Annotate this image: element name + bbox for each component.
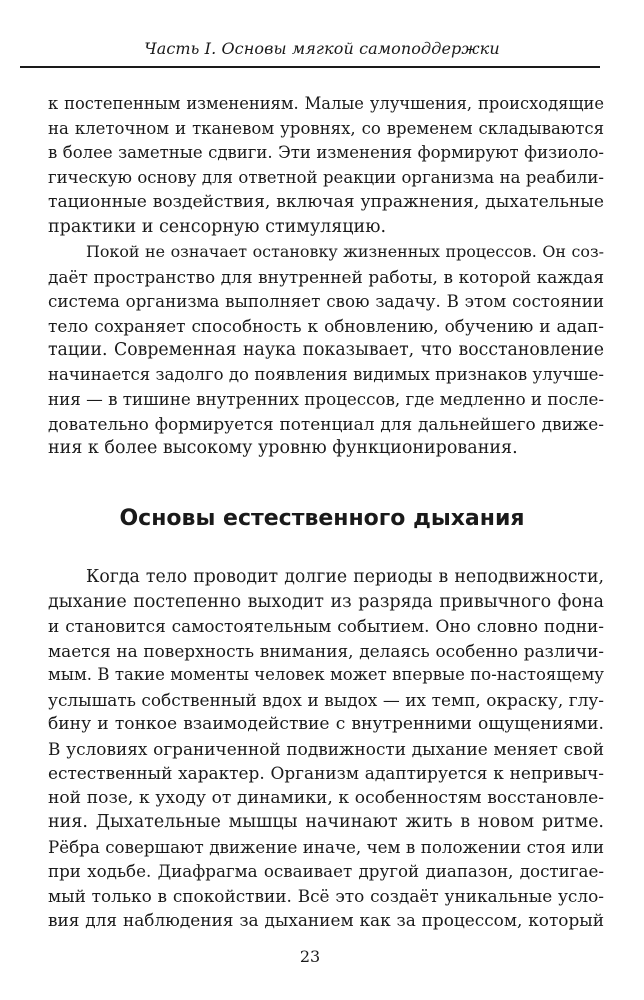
text-line: ния. Дыхательные мышцы начинают жить в новом ритме. [48,812,604,832]
text-line: практики и сенсорную стимуляцию. [48,216,387,237]
paragraph-3 [48,565,604,933]
text-line: мым. В такие моменты человек может впервые по-настоящему [48,665,604,684]
text-line: при ходьбе. Диафрагма осваивает другой диапазон, достигае- [48,861,604,881]
running-head: Часть I. Основы мягкой самоподдержки [144,39,500,58]
text-line: дыхание постепенно выходит из разряда привычного фона [48,591,604,612]
text-line: гическую основу для ответной реакции организма на реабили- [48,167,604,187]
text-line: и становится самостоятельным событием. Оно словно подни- [48,616,604,636]
page-number: 23 [299,947,321,966]
text-line: мается на поверхность внимания, делаясь особенно различи- [48,640,604,661]
text-line: Покой не означает остановку жизненных процессов. Он соз- [86,242,604,261]
text-line: бину и тонкое взаимодействие с внутренними ощущениями. [48,714,604,734]
text-line: естественный характер. Организм адаптируется к непривыч- [48,763,604,783]
paragraph-1 [48,92,604,239]
text-line: В условиях ограниченной подвижности дыхание меняет свой [48,738,604,759]
text-line: мый только в спокойствии. Всё это создаёт уникальные усло- [48,885,604,906]
paragraph-2 [48,240,604,461]
text-line: к постепенным изменениям. Малые улучшения, происходящие [48,94,604,113]
text-line: ния к более высокому уровню функционирования. [48,438,518,458]
text-line: начинается задолго до появления видимых признаков улучше- [48,364,604,384]
text-line: вия для наблюдения за дыханием как за процессом, который [48,910,604,930]
text-line: Рёбра совершают движение иначе, чем в положении стоя или [48,836,604,857]
text-line: услышать собственный вдох и выдох — их темп, окраску, глу- [48,689,604,710]
text-line: тации. Современная наука показывает, что восстановление [48,340,604,360]
section-heading: Основы естественного дыхания [119,506,525,531]
text-line: система организма выполняет свою задачу. В этом состоянии [48,291,604,311]
text-line: ной позе, к уходу от динамики, к особенностям восстановле- [48,787,604,808]
text-line: тело сохраняет способность к обновлению, обучению и адап- [48,315,604,336]
text-line: ния — в тишине внутренних процессов, где медленно и после- [48,389,604,409]
text-line: даёт пространство для внутренней работы, в которой каждая [48,266,604,287]
text-line: в более заметные сдвиги. Эти изменения формируют физиоло- [48,143,604,162]
text-line: довательно формируется потенциал для дальнейшего движе- [48,413,604,434]
text-line: тационные воздействия, включая упражнения, дыхательные [48,192,604,212]
text-line: на клеточном и тканевом уровнях, со временем складываются [48,118,604,138]
text-line: Когда тело проводит долгие периоды в неподвижности, [86,567,604,587]
header-rule [20,66,600,68]
